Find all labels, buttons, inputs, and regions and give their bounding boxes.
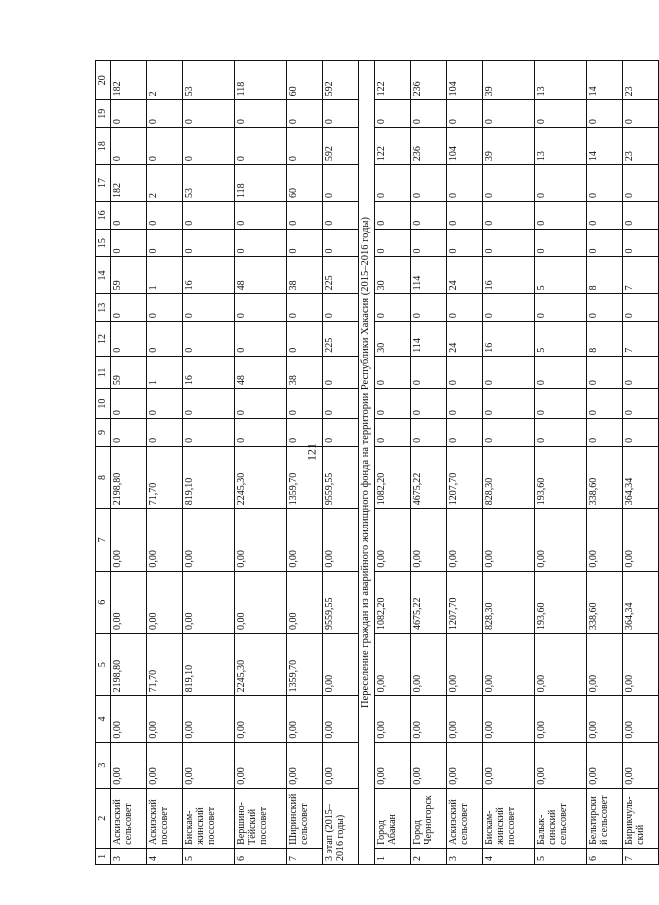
table-cell: 0,00 xyxy=(535,696,587,742)
table-cell: 0 xyxy=(447,165,483,202)
table-cell: 4675,22 xyxy=(411,571,447,633)
table-cell: 20 xyxy=(96,61,111,100)
page-number: 121 xyxy=(304,443,319,461)
table-cell: 13 xyxy=(96,294,111,322)
table-cell: 0 xyxy=(623,229,659,257)
table-cell: 0 xyxy=(183,229,235,257)
table-cell: 0 xyxy=(587,100,623,128)
table-cell: 0 xyxy=(587,165,623,202)
table-cell: Бельтирский сельсовет xyxy=(587,788,623,848)
table-cell: 0 xyxy=(287,128,323,165)
table-cell: 0 xyxy=(535,165,587,202)
table-cell: 0 xyxy=(235,389,287,419)
table-cell: 0,00 xyxy=(623,509,659,571)
table-cell: 364,34 xyxy=(623,446,659,508)
table-cell: 7 xyxy=(623,257,659,294)
table-cell: 0 xyxy=(535,389,587,419)
table-cell: 23 xyxy=(623,128,659,165)
table-cell: 0,00 xyxy=(111,571,147,633)
table-cell: 1082,20 xyxy=(375,571,411,633)
table-cell: 0 xyxy=(535,100,587,128)
table-cell: 0,00 xyxy=(535,742,587,788)
table-cell: 0,00 xyxy=(287,696,323,742)
table-cell: 0 xyxy=(111,202,147,230)
table-cell: 0,00 xyxy=(587,633,623,695)
table-cell: 7 xyxy=(287,848,323,864)
table-cell: 0 xyxy=(183,294,235,322)
table-cell: 0 xyxy=(483,356,535,388)
table-cell: 0,00 xyxy=(375,742,411,788)
table-cell: 23 xyxy=(623,61,659,100)
table-cell: 0 xyxy=(235,294,287,322)
table-cell: Аскизский сельсовет xyxy=(111,788,147,848)
table-cell: 0 xyxy=(535,229,587,257)
table-cell: 0,00 xyxy=(287,571,323,633)
table-cell: 17 xyxy=(96,165,111,202)
table-cell: 71,70 xyxy=(147,633,183,695)
table-row xyxy=(623,61,659,865)
table-cell: 0 xyxy=(183,202,235,230)
table-cell: 1 xyxy=(147,356,183,388)
table-cell: 0 xyxy=(447,356,483,388)
table-cell: 0,00 xyxy=(587,509,623,571)
table-cell: 10 xyxy=(96,389,111,419)
table-cell: 7 xyxy=(623,322,659,357)
table-cell: 0 xyxy=(111,389,147,419)
table-cell: 0 xyxy=(535,202,587,230)
table-cell: 0 xyxy=(287,294,323,322)
table-cell: 4 xyxy=(483,848,535,864)
table-cell: 0,00 xyxy=(235,742,287,788)
table-cell: 0 xyxy=(623,356,659,388)
table-cell: 59 xyxy=(111,356,147,388)
table-cell: 5 xyxy=(535,257,587,294)
table-cell: Бискам-жинский поссовет xyxy=(483,788,535,848)
table-cell: 39 xyxy=(483,128,535,165)
table-cell: 0,00 xyxy=(587,742,623,788)
table-cell: 1359,70 xyxy=(287,633,323,695)
table-cell: 0 xyxy=(587,229,623,257)
table-cell: 0 xyxy=(411,229,447,257)
table-cell: 0 xyxy=(147,128,183,165)
table-cell: 2198,80 xyxy=(111,633,147,695)
table-cell: 0 xyxy=(235,322,287,357)
table-cell: 38 xyxy=(287,356,323,388)
table-cell: 4 xyxy=(96,696,111,742)
table-row xyxy=(483,61,535,865)
table-cell: 0 xyxy=(111,294,147,322)
table-cell: 592 xyxy=(323,128,359,165)
table-cell: 0 xyxy=(287,202,323,230)
table-cell: 0 xyxy=(235,128,287,165)
table-cell: 7 xyxy=(96,509,111,571)
table-cell: 828,30 xyxy=(483,446,535,508)
table-cell: 1 xyxy=(375,848,411,864)
table-cell: 0 xyxy=(447,419,483,447)
table-cell: 9559,55 xyxy=(323,571,359,633)
table-cell: 0 xyxy=(287,229,323,257)
table-cell: 0 xyxy=(587,419,623,447)
table-cell: 2 xyxy=(147,165,183,202)
table-cell: 24 xyxy=(447,322,483,357)
table-cell: 0,00 xyxy=(623,696,659,742)
table-cell: 6 xyxy=(96,571,111,633)
table-cell: 6 xyxy=(235,848,287,864)
table-cell: 0,00 xyxy=(147,742,183,788)
table-cell: 122 xyxy=(375,61,411,100)
table-cell: 0 xyxy=(483,294,535,322)
table-cell: 0,00 xyxy=(535,509,587,571)
table-cell: 13 xyxy=(535,61,587,100)
table-cell: 0,00 xyxy=(375,696,411,742)
table-row xyxy=(287,61,323,865)
table-cell: 0 xyxy=(483,202,535,230)
table-cell: 9559,55 xyxy=(323,446,359,508)
table-cell: 122 xyxy=(375,128,411,165)
table-cell: 3 xyxy=(96,742,111,788)
table-cell: 0,00 xyxy=(183,509,235,571)
table-cell: 19 xyxy=(96,100,111,128)
table-cell: 182 xyxy=(111,61,147,100)
table-cell: 0 xyxy=(111,419,147,447)
table-cell: 819,10 xyxy=(183,633,235,695)
table-cell: 0,00 xyxy=(323,509,359,571)
table-cell: 1082,20 xyxy=(375,446,411,508)
table-row xyxy=(447,61,483,865)
table-cell: 16 xyxy=(183,257,235,294)
table-cell: 0 xyxy=(623,419,659,447)
table-cell: 0 xyxy=(287,419,323,447)
table-cell: 1359,70 xyxy=(287,446,323,508)
table-cell: 16 xyxy=(183,356,235,388)
table-cell: 114 xyxy=(411,322,447,357)
table-cell: 0,00 xyxy=(183,742,235,788)
table-cell: 0,00 xyxy=(447,742,483,788)
table-cell: 0 xyxy=(323,356,359,388)
table-cell: 7 xyxy=(623,848,659,864)
table-cell: 0,00 xyxy=(587,696,623,742)
table-cell: 0 xyxy=(411,356,447,388)
table-cell: 0,00 xyxy=(183,696,235,742)
table-row xyxy=(235,61,287,865)
table-cell: 0 xyxy=(111,229,147,257)
table-cell: 0 xyxy=(375,419,411,447)
table-cell: 592 xyxy=(323,61,359,100)
table-cell: 0 xyxy=(587,389,623,419)
table-cell: 0 xyxy=(447,294,483,322)
table-cell: 0 xyxy=(411,419,447,447)
table-cell: 0,00 xyxy=(483,509,535,571)
table-cell: 0 xyxy=(483,229,535,257)
table-cell: 0 xyxy=(375,389,411,419)
table-cell: Город Черногорск xyxy=(411,788,447,848)
table-cell: 3 xyxy=(447,848,483,864)
table-cell: 5 xyxy=(96,633,111,695)
table-cell: 236 xyxy=(411,61,447,100)
table-cell: 24 xyxy=(447,257,483,294)
table-cell: 104 xyxy=(447,61,483,100)
table-cell: 16 xyxy=(483,257,535,294)
table-cell: 30 xyxy=(375,322,411,357)
table-cell: 0 xyxy=(183,419,235,447)
table-cell: 0 xyxy=(447,202,483,230)
table-row xyxy=(111,61,147,865)
table-cell: 15 xyxy=(96,229,111,257)
table-cell: 0,00 xyxy=(323,696,359,742)
table-cell: 114 xyxy=(411,257,447,294)
table-cell: 16 xyxy=(483,322,535,357)
table-cell: 30 xyxy=(375,257,411,294)
table-cell: 0,00 xyxy=(447,696,483,742)
table-cell: 2 xyxy=(96,788,111,848)
table-cell: 8 xyxy=(587,257,623,294)
table-cell: 0 xyxy=(111,322,147,357)
table-cell: 0,00 xyxy=(183,571,235,633)
table-cell: 0,00 xyxy=(323,633,359,695)
table-cell: 6 xyxy=(587,848,623,864)
table-cell: 0 xyxy=(287,389,323,419)
table-cell: Переселение граждан из аварийного жилищного фонда на территории Республики Хакасия (2015–2016 годы) xyxy=(359,61,375,865)
table-cell: 0 xyxy=(623,389,659,419)
table-cell: 104 xyxy=(447,128,483,165)
table-row xyxy=(147,61,183,865)
table-cell: 0 xyxy=(235,202,287,230)
table-cell: 1 xyxy=(147,257,183,294)
table-cell: 0,00 xyxy=(623,633,659,695)
table-cell: 71,70 xyxy=(147,446,183,508)
table-cell: 1207,70 xyxy=(447,571,483,633)
table-cell: 53 xyxy=(183,61,235,100)
table-cell: 8 xyxy=(587,322,623,357)
table-cell: 0 xyxy=(323,294,359,322)
table-cell: 0 xyxy=(183,128,235,165)
table-cell: 0 xyxy=(147,229,183,257)
table-cell: 0 xyxy=(183,322,235,357)
table-cell: 0,00 xyxy=(235,509,287,571)
table-cell: 0 xyxy=(375,202,411,230)
table-cell: 0 xyxy=(411,100,447,128)
table-cell: 0,00 xyxy=(447,633,483,695)
table-cell: 39 xyxy=(483,61,535,100)
table-cell: 118 xyxy=(235,61,287,100)
table-cell: 0 xyxy=(147,322,183,357)
table-cell: 0 xyxy=(447,100,483,128)
table-cell: 0 xyxy=(411,294,447,322)
table-cell: 11 xyxy=(96,356,111,388)
table-cell: 8 xyxy=(96,446,111,508)
table-cell: 0 xyxy=(287,100,323,128)
table-cell: 0 xyxy=(375,100,411,128)
table-cell: 0,00 xyxy=(411,633,447,695)
table-cell: 225 xyxy=(323,257,359,294)
table-cell: Бирикчуль-ский xyxy=(623,788,659,848)
table-cell: 0 xyxy=(323,100,359,128)
table-cell: 0 xyxy=(447,229,483,257)
table-cell: 0 xyxy=(183,389,235,419)
table-cell: Бискам-жинский поссовет xyxy=(183,788,235,848)
table-cell: 0,00 xyxy=(483,742,535,788)
table-cell: 59 xyxy=(111,257,147,294)
table-cell: 60 xyxy=(287,165,323,202)
table-cell: 0,00 xyxy=(287,509,323,571)
resettlement-table xyxy=(95,60,659,865)
table-cell: Ширинский сельсовет xyxy=(287,788,323,848)
table-cell: 48 xyxy=(235,257,287,294)
table-row xyxy=(183,61,235,865)
table-cell: 1207,70 xyxy=(447,446,483,508)
table-cell: 0 xyxy=(623,165,659,202)
table-cell: 0 xyxy=(483,165,535,202)
table-cell: 0,00 xyxy=(147,696,183,742)
table-cell: 0,00 xyxy=(323,742,359,788)
table-cell: 3 xyxy=(111,848,147,864)
table-cell: 5 xyxy=(535,848,587,864)
table-cell: 0 xyxy=(411,389,447,419)
table-cell: 0 xyxy=(483,389,535,419)
table-cell: 14 xyxy=(587,128,623,165)
table-cell: 0,00 xyxy=(111,742,147,788)
table-cell: 0,00 xyxy=(111,696,147,742)
table-cell: 0 xyxy=(235,229,287,257)
table-cell: 0,00 xyxy=(111,509,147,571)
table-cell: 4 xyxy=(147,848,183,864)
table-row xyxy=(587,61,623,865)
table-cell: 0 xyxy=(235,419,287,447)
table-cell: 0,00 xyxy=(147,571,183,633)
table-cell: Аскизский поссовет xyxy=(147,788,183,848)
table-cell: 14 xyxy=(96,257,111,294)
table-cell: 0 xyxy=(287,322,323,357)
table-cell: 53 xyxy=(183,165,235,202)
table-cell: 48 xyxy=(235,356,287,388)
table-cell: Город Абакан xyxy=(375,788,411,848)
table-cell: 236 xyxy=(411,128,447,165)
table-row xyxy=(411,61,447,865)
table-cell: 18 xyxy=(96,128,111,165)
table-cell: 38 xyxy=(287,257,323,294)
table-cell: 0 xyxy=(587,294,623,322)
table-cell: 0 xyxy=(483,419,535,447)
table-cell: 0 xyxy=(147,419,183,447)
table-cell: 0 xyxy=(323,165,359,202)
table-cell: 2 xyxy=(411,848,447,864)
table-cell: 0 xyxy=(323,229,359,257)
table-cell: 0,00 xyxy=(411,509,447,571)
table-cell: 2 xyxy=(147,61,183,100)
table-cell: 0 xyxy=(147,389,183,419)
table-cell: 3 этап (2015–2016 годы) xyxy=(323,788,359,864)
header-row xyxy=(96,61,111,865)
table-cell: 4675,22 xyxy=(411,446,447,508)
table-cell: 14 xyxy=(587,61,623,100)
table-cell: 0,00 xyxy=(411,742,447,788)
table-cell: 9 xyxy=(96,419,111,447)
table-cell: 182 xyxy=(111,165,147,202)
table-cell: 193,60 xyxy=(535,446,587,508)
table-row xyxy=(535,61,587,865)
rotated-table-wrapper xyxy=(95,60,646,865)
table-cell: Балык-синский сельсовет xyxy=(535,788,587,848)
table-cell: 225 xyxy=(323,322,359,357)
table-cell: 364,34 xyxy=(623,571,659,633)
table-cell: 0 xyxy=(183,100,235,128)
table-cell: 193,60 xyxy=(535,571,587,633)
table-cell: 338,60 xyxy=(587,571,623,633)
table-cell: 0 xyxy=(587,356,623,388)
table-cell: 0 xyxy=(147,202,183,230)
table-cell: 0 xyxy=(483,100,535,128)
table-cell: 0 xyxy=(623,100,659,128)
table-cell: 0 xyxy=(323,389,359,419)
table-cell: 16 xyxy=(96,202,111,230)
table-cell: Аскизский сельсовет xyxy=(447,788,483,848)
table-cell: 0 xyxy=(111,128,147,165)
table-cell: 118 xyxy=(235,165,287,202)
table-cell: 0 xyxy=(587,202,623,230)
table-cell: 338,60 xyxy=(587,446,623,508)
table-cell: 0 xyxy=(323,202,359,230)
table-cell: 0,00 xyxy=(375,509,411,571)
table-row xyxy=(375,61,411,865)
table-cell: 0,00 xyxy=(411,696,447,742)
table-cell: 0 xyxy=(535,294,587,322)
table-cell: 2245,30 xyxy=(235,633,287,695)
table-cell: 1 xyxy=(96,848,111,864)
table-cell: 0 xyxy=(375,356,411,388)
table-cell: 13 xyxy=(535,128,587,165)
table-cell: 819,10 xyxy=(183,446,235,508)
table-cell: 12 xyxy=(96,322,111,357)
table-cell: 5 xyxy=(535,322,587,357)
table-cell: 0,00 xyxy=(235,571,287,633)
table-cell: 0 xyxy=(411,165,447,202)
table-cell: 2198,80 xyxy=(111,446,147,508)
table-cell: 5 xyxy=(183,848,235,864)
table-cell: 0 xyxy=(623,294,659,322)
table-cell: 0 xyxy=(447,389,483,419)
table-cell: 2245,30 xyxy=(235,446,287,508)
table-cell: Вершино-Тёйский поссовет xyxy=(235,788,287,848)
table-cell: 0 xyxy=(375,229,411,257)
table-cell: 0 xyxy=(535,356,587,388)
table-cell: 0,00 xyxy=(483,633,535,695)
table-cell: 0,00 xyxy=(447,509,483,571)
table-cell: 0 xyxy=(323,419,359,447)
table-cell: 0,00 xyxy=(147,509,183,571)
table-cell: 0 xyxy=(235,100,287,128)
table-cell: 0 xyxy=(623,202,659,230)
table-cell: 0,00 xyxy=(483,696,535,742)
table-cell: 0 xyxy=(535,419,587,447)
table-cell: 0 xyxy=(111,100,147,128)
table-cell: 0 xyxy=(375,294,411,322)
table-cell: 0,00 xyxy=(623,742,659,788)
table-cell: 0 xyxy=(411,202,447,230)
table-cell: 0,00 xyxy=(535,633,587,695)
table-cell: 0,00 xyxy=(235,696,287,742)
section-title-row xyxy=(359,61,375,865)
table-cell: 0 xyxy=(375,165,411,202)
table-cell: 0,00 xyxy=(375,633,411,695)
table-cell: 0 xyxy=(147,100,183,128)
table-cell: 828,30 xyxy=(483,571,535,633)
table-cell: 0 xyxy=(147,294,183,322)
total-row xyxy=(323,61,359,865)
table-cell: 0,00 xyxy=(287,742,323,788)
table-cell: 60 xyxy=(287,61,323,100)
